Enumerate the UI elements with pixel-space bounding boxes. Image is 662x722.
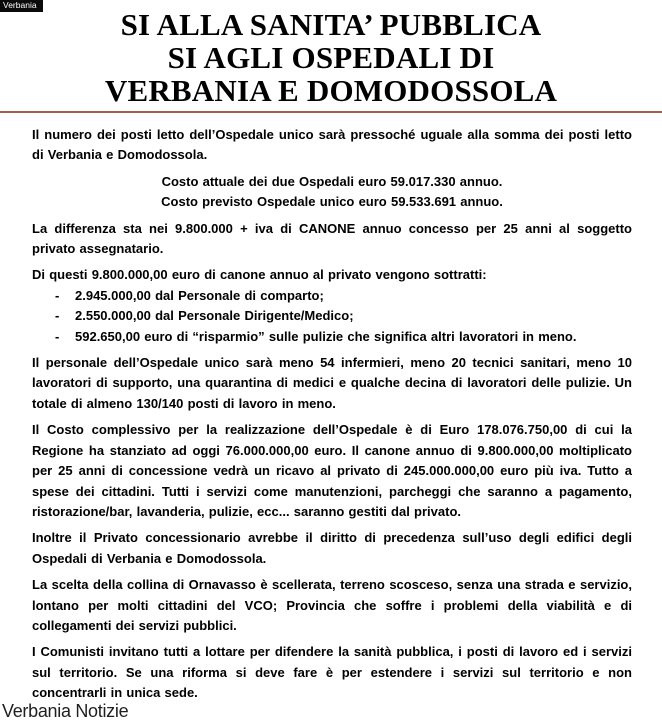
paragraph-staff: Il personale dell’Ospedale unico sarà meno 54 infermieri, meno 20 tecnici sanitari, meno 10 lavoratori di supporto, una quarantina di medici e qualche decina di lavoratori delle pulizie. Un totale di almeno 130/140 posti di lavoro in meno. xyxy=(32,355,632,411)
list-item-text: 2.945.000,00 dal Personale di comparto; xyxy=(75,287,324,303)
paragraph-total-cost: Il Costo complessivo per la realizzazione dell’Ospedale è di Euro 178.076.750,00 di cui la Regione ha stanziato ad oggi 76.000.000,00 euro. Il canone annuo di 9.800.000,00 moltiplicato per 25 anni di concessione vedrà un ricavo al privato di 245.000.000,00 euro più iva. Tutto a spese dei cittadini. Tutti i servizi come manutenzioni, parcheggi che saranno a pagamento, ristorazione/bar, lavanderia, pulizie, ecc... saranno gestiti dal privato. xyxy=(32,422,632,519)
cost-line-current: Costo attuale dei due Ospedali euro 59.017.330 annuo. xyxy=(161,173,503,189)
list-item xyxy=(55,286,632,306)
title-line-1: SI ALLA SANITA’ PUBBLICA xyxy=(120,7,542,42)
page-title xyxy=(0,8,662,107)
title-line-3: VERBANIA E DOMODOSSOLA xyxy=(104,73,558,108)
bullet-marker: - xyxy=(55,308,60,324)
list-item-text: 592.650,00 euro di “risparmio” sulle pulizie che significa altri lavoratori in meno. xyxy=(75,328,577,344)
list-item xyxy=(55,327,632,347)
list-item-text: 2.550.000,00 dal Personale Dirigente/Medico; xyxy=(75,308,354,324)
bullet-marker: - xyxy=(55,287,60,303)
bullet-marker: - xyxy=(55,328,60,344)
document-body xyxy=(0,113,662,704)
title-line-2: SI AGLI OSPEDALI DI xyxy=(167,40,495,75)
deductions-list xyxy=(32,286,632,347)
site-badge: Verbania xyxy=(0,0,43,12)
paragraph-call-to-action: I Comunisti invitano tutti a lottare per difendere la sanità pubblica, i posti di lavoro ed i servizi sul territorio. Se una riforma si deve fare è per estendere i servizi sul territorio e non concentrarli in unica sede. xyxy=(32,644,632,701)
cost-line-planned: Costo previsto Ospedale unico euro 59.533.691 annuo. xyxy=(161,194,503,210)
paragraph-private-rights: Inoltre il Privato concessionario avrebbe il diritto di precedenza sull’uso degli edifici degli Ospedali di Verbania e Domodossola. xyxy=(32,530,632,566)
paragraph-deductions-intro: Di questi 9.800.000,00 euro di canone annuo al privato vengono sottratti: xyxy=(32,267,487,283)
paragraph-location: La scelta della collina di Ornavasso è scellerata, terreno scosceso, senza una strada e servizio, lontano per molti cittadini del VCO; Provincia che soffre i problemi della viabilità e di collegamenti dei servizi pubblici. xyxy=(32,577,632,633)
list-item xyxy=(55,306,632,326)
site-watermark: Verbania Notizie xyxy=(2,701,129,721)
cost-lines xyxy=(32,172,632,213)
paragraph-difference: La differenza sta nei 9.800.000 + iva di CANONE annuo concesso per 25 anni al soggetto privato assegnatario. xyxy=(32,220,632,257)
paragraph-beds: Il numero dei posti letto dell’Ospedale unico sarà pressoché uguale alla somma dei posti letto di Verbania e Domodossola. xyxy=(32,127,632,163)
